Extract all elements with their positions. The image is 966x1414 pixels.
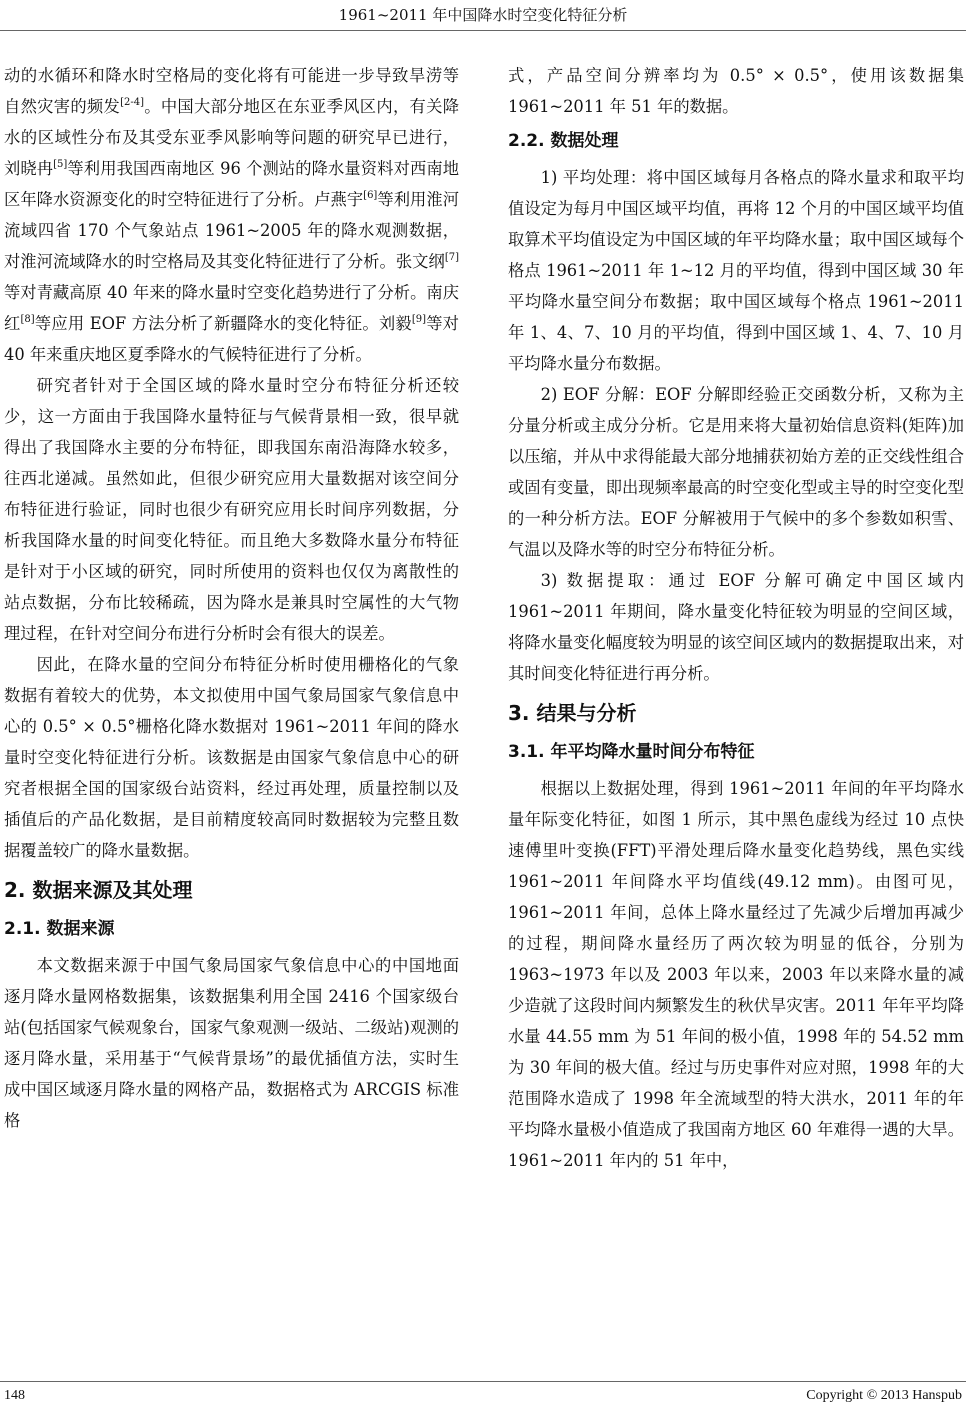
copyright-notice: Copyright © 2013 Hanspub [806, 1388, 962, 1403]
subsection-heading-data-source: 2.1. 数据来源 [4, 919, 115, 939]
text-run: 等对 40 年来重庆地区夏季降水的气候特征进行了分析。 [4, 314, 459, 364]
citation: [9] [411, 314, 426, 325]
citation: [6] [363, 190, 378, 201]
text-run: 等利用淮河流域四省 170 个气象站点 1961~2005 年的降水观测数据，对淮河流域降水的时空格局及其变化特征进行了分析。张文纲 [4, 190, 459, 271]
text-run: 等利用我国西南地区 96 个测站的降水量资料对西南地区年降水资源变化的时空特征进行了分析。卢燕宇 [4, 159, 459, 209]
header-divider [0, 30, 966, 31]
right-column [508, 60, 964, 1176]
citation: [7] [444, 252, 459, 263]
text-run: 动的水循环和降水时空格局的变化将有可能进一步导致旱涝等自然灾害的频发 [4, 66, 459, 116]
data-source-paragraph-continued: 式，产品空间分辨率均为 0.5° × 0.5°，使用该数据集 1961~2011 年 51 年的数据。 [508, 66, 964, 116]
subsection-heading-data-processing: 2.2. 数据处理 [508, 131, 619, 151]
section-heading-results: 3. 结果与分析 [508, 701, 637, 725]
intro-paragraph-continued [4, 60, 459, 370]
running-header: 1961~2011 年中国降水时空变化特征分析 [338, 6, 628, 24]
text-run: 等对青藏高原 40 年来的降水量时空变化趋势进行了分析。南庆红 [4, 283, 459, 333]
page-number: 148 [4, 1388, 25, 1403]
footer-divider [0, 1381, 966, 1382]
section-heading-data-source: 2. 数据来源及其处理 [4, 878, 193, 902]
annual-precipitation-paragraph: 根据以上数据处理，得到 1961~2011 年间的年平均降水量年际变化特征，如图 1 所示，其中黑色虚线为经过 10 点快速傅里叶变换(FFT)平滑处理后降水量变化趋势线，黑色实线 1961~2011 年间降水平均值线(49.12 mm)。由图可见，1961~2011 年间，总体上降水量经过了先减少后增加再减少的过程，期间降水量经历了两次较为明显的低谷，分别为 1963~1973 年以及 2003 年以来，2003 年以来降水量的减少造就了这段时间内频繁发生的秋伏旱灾害。2011 年年平均降水量 44.55 mm 为 51 年间的极小值，1998 年的 54.52 mm 为 30 年间的极大值。经过与历史事件对应对照，1998 年的大范围降水造成了 1998 年全流域型的特大洪水，2011 年的年平均降水量极小值造成了我国南方地区 60 年难得一遇的大旱。1961~2011 年内的 51 年中， [508, 779, 964, 1170]
averaging-paragraph: 1) 平均处理：将中国区域每月各格点的降水量求和取平均值设定为每月中国区域平均值，再将 12 个月的中国区域平均值取算术平均值设定为中国区域的年平均降水量；取中国区域每个格点 1961~2011 年 1~12 月的平均值，得到中国区域 30 年平均降水量空间分布数据；取中国区域每个格点 1961~2011 年 1、4、7、10 月的平均值，得到中国区域 1、4、7、10 月平均降水量分布数据。 [508, 168, 964, 373]
extraction-paragraph: 3) 数据提取：通过 EOF 分解可确定中国区域内 1961~2011 年期间，降水量变化特征较为明显的空间区域，将降水量变化幅度较为明显的该空间区域内的数据提取出来，对其时间变化特征进行再分析。 [508, 571, 964, 683]
method-intro-paragraph: 因此，在降水量的空间分布特征分析时使用栅格化的气象数据有着较大的优势，本文拟使用中国气象局国家气象信息中心的 0.5° × 0.5°栅格化降水数据对 1961~2011 年间的降水量时空变化特征进行分析。该数据是由国家气象信息中心的研究者根据全国的国家级台站资料，经过再处理，质量控制以及插值后的产品化数据，是目前精度较高同时数据较为完整且数据覆盖较广的降水量数据。 [4, 655, 459, 860]
data-source-paragraph: 本文数据来源于中国气象局国家气象信息中心的中国地面逐月降水量网格数据集，该数据集利用全国 2416 个国家级台站(包括国家气候观象台，国家气象观测一级站、二级站)观测的逐月降水量，采用基于“气候背景场”的最优插值方法，实时生成中国区域逐月降水量的网格产品，数据格式为 ARCGIS 标准格 [4, 956, 459, 1130]
text-run: 等应用 EOF 方法分析了新疆降水的变化特征。刘毅 [34, 314, 412, 333]
left-column [4, 60, 459, 1136]
citation: [5] [53, 159, 68, 170]
citation: [2-4] [120, 97, 144, 108]
research-gap-paragraph: 研究者针对于全国区域的降水量时空分布特征分析还较少，这一方面由于我国降水量特征与气候背景相一致，很早就得出了我国降水主要的分布特征，即我国东南沿海降水较多，往西北递减。虽然如此，但很少研究应用大量数据对该空间分布特征进行验证，同时也很少有研究应用长时间序列数据，分析我国降水量的时间变化特征。而且绝大多数降水量分布特征是针对于小区域的研究，同时所使用的资料也仅仅为离散性的站点数据，分布比较稀疏，因为降水是兼具时空属性的大气物理过程，在针对空间分布进行分析时会有很大的误差。 [4, 376, 459, 643]
eof-paragraph: 2) EOF 分解：EOF 分解即经验正交函数分析，又称为主分量分析或主成分分析。它是用来将大量初始信息资料(矩阵)加以压缩，并从中求得能最大部分地捕获初始方差的正交线性组合或固有变量，即出现频率最高的时空变化型或主导的时空变化型的一种分析方法。EOF 分解被用于气候中的多个参数如积雪、气温以及降水等的时空分布特征分析。 [508, 385, 964, 559]
subsection-heading-annual-precipitation: 3.1. 年平均降水量时间分布特征 [508, 742, 755, 762]
citation: [8] [20, 314, 35, 325]
text-run: 。中国大部分地区在东亚季风区内，有关降水的区域性分布及其受东亚季风影响等问题的研究早已进行，刘晓冉 [4, 97, 459, 178]
